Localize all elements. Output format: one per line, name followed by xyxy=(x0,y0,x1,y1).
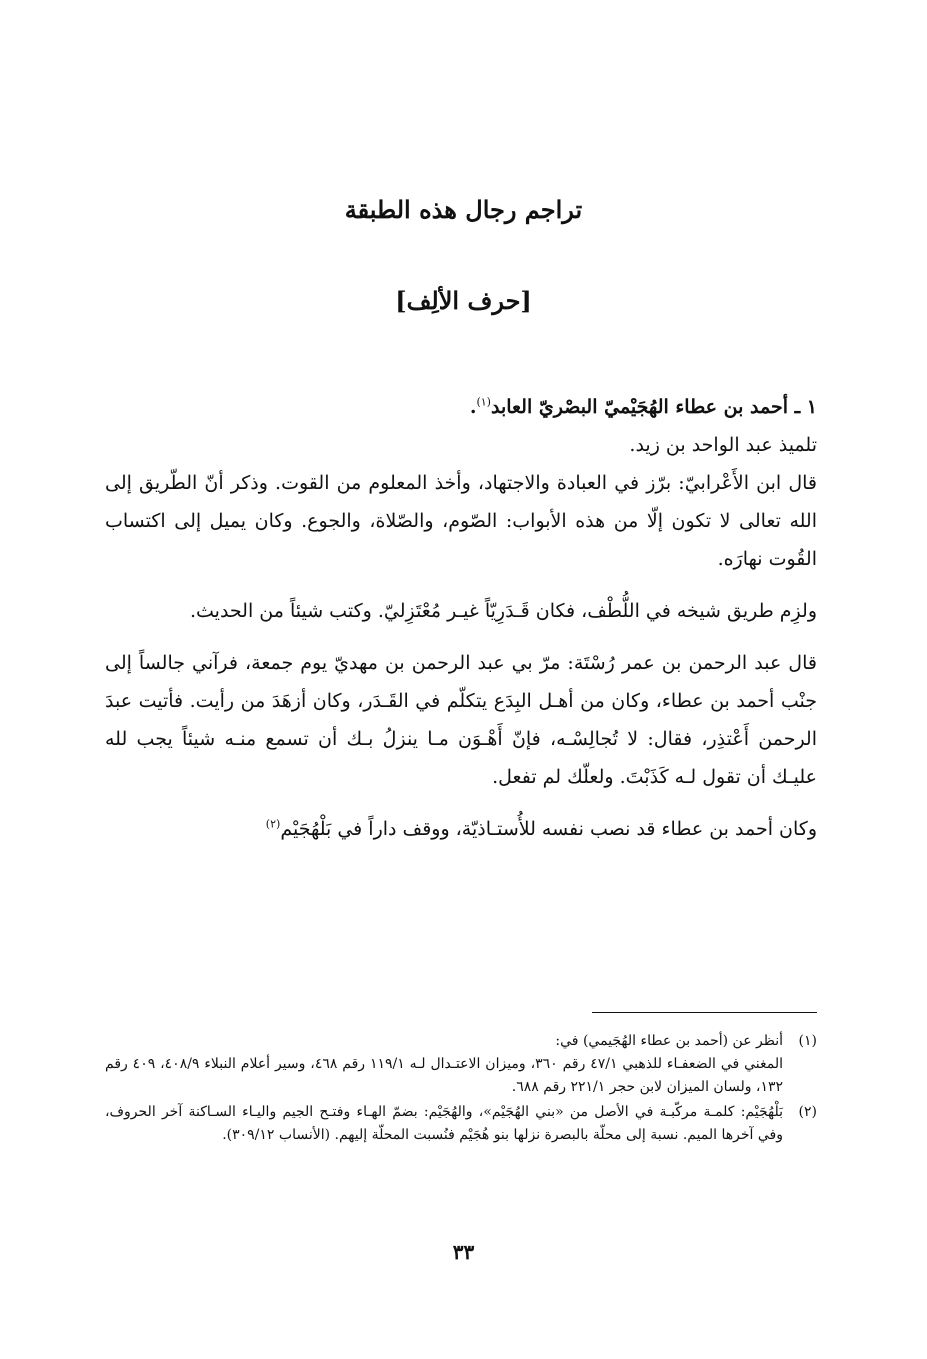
entry-heading-end: . xyxy=(469,396,477,418)
page-number: ٣٣ xyxy=(452,1240,475,1264)
footnote-divider xyxy=(592,1012,817,1013)
paragraph: ولزِم طريق شيخه في اللُّطْف، فكان قَـدَرِيّاً غيـر مُعْتَزِليّ. وكتب شيئاً من الحديث. xyxy=(189,600,817,622)
paragraph-last-text: وكان أحمد بن عطاء قد نصب نفسه للأُستـاذيّة، ووقف داراً في بَلْهُجَيْم xyxy=(280,818,817,840)
entry-heading-text: ١ ـ أحمد بن عطاء الهُجَيْميّ البصْريّ العابد xyxy=(490,396,817,418)
footnote xyxy=(105,1030,817,1099)
footnote-line: المغني في الضعفـاء للذهبي ٤٧/١ رقم ٣٦٠، وميزان الاعتـدال لـه ١١٩/١ رقم ٤٦٨، وسير أعلام النبلاء ٤٠٨/٩، ٤٠٩ رقم ١٣٢، ولسان الميزان لابن حجر ٢٢١/١ رقم ٦٨٨. xyxy=(105,1056,783,1095)
footnote-number: (١) xyxy=(798,1033,817,1049)
paragraph: تلميذ عبد الواحد بن زيد. xyxy=(629,434,817,456)
main-text xyxy=(105,388,817,848)
paragraph-last xyxy=(105,810,817,848)
paragraph: قال عبد الرحمن بن عمر رُسْتَة: مرّ بي عبد الرحمن بن مهديّ يوم جمعة، فرآني جالساً إلى جنْب أحمد بن عطاء، وكان من أهـل البِدَع يتكلّم في القَـدَر، وكان أزهَدَ من رأيت. فأتيت عبدَ الرحمن أَعْتذِر، فقال: لا تُجالِسْـه، فإنّ أَهْـوَن مـا ينزلُ بـك أن تسمع منـه شيئاً يجب لله عليـك أن تقول لـه كَذَبْتَ. ولعلّك لم تفعل. xyxy=(105,652,817,788)
entry-heading xyxy=(105,388,817,426)
footnote xyxy=(105,1101,817,1147)
footnote-ref-1: (١) xyxy=(476,395,491,409)
paragraph: قال ابن الأَعْرابيّ: برّز في العبادة والاجتهاد، وأخذ المعلوم من القوت. وذكر أنّ الطّريق إلى الله تعالى لا تكون إلّا من هذه الأبواب: الصّوم، والصّلاة، والجوع. وكان يميل إلى اكتساب القُوت نهارَه. xyxy=(105,472,817,570)
footnote-ref-2: (٢) xyxy=(265,817,281,831)
footnote-line: أنظر عن (أحمد بن عطاء الهُجَيمي) في: xyxy=(555,1033,783,1049)
footnote-line: بَلْهُجَيْم: كلمـة مركّبـة في الأصل من «بني الهُجَيْم»، والهُجَيْم: بضمّ الهـاء وفتـح الجيم واليـاء السـاكنة آخر الحروف، وفي آخرها الميم. نسبة إلى محلّة بالبصرة نزلها بنو هُجَيْم فنُسبت المحلّة إليهم. (الأنساب ٣٠٩/١٢). xyxy=(105,1104,783,1143)
footnote-text xyxy=(105,1030,783,1099)
page-title: تراجم رجال هذه الطبقة xyxy=(344,195,583,224)
footnote-text xyxy=(105,1101,783,1147)
footnote-number: (٢) xyxy=(798,1104,817,1120)
footnotes xyxy=(105,1030,817,1149)
section-heading: [حرف الألِف] xyxy=(395,286,532,315)
